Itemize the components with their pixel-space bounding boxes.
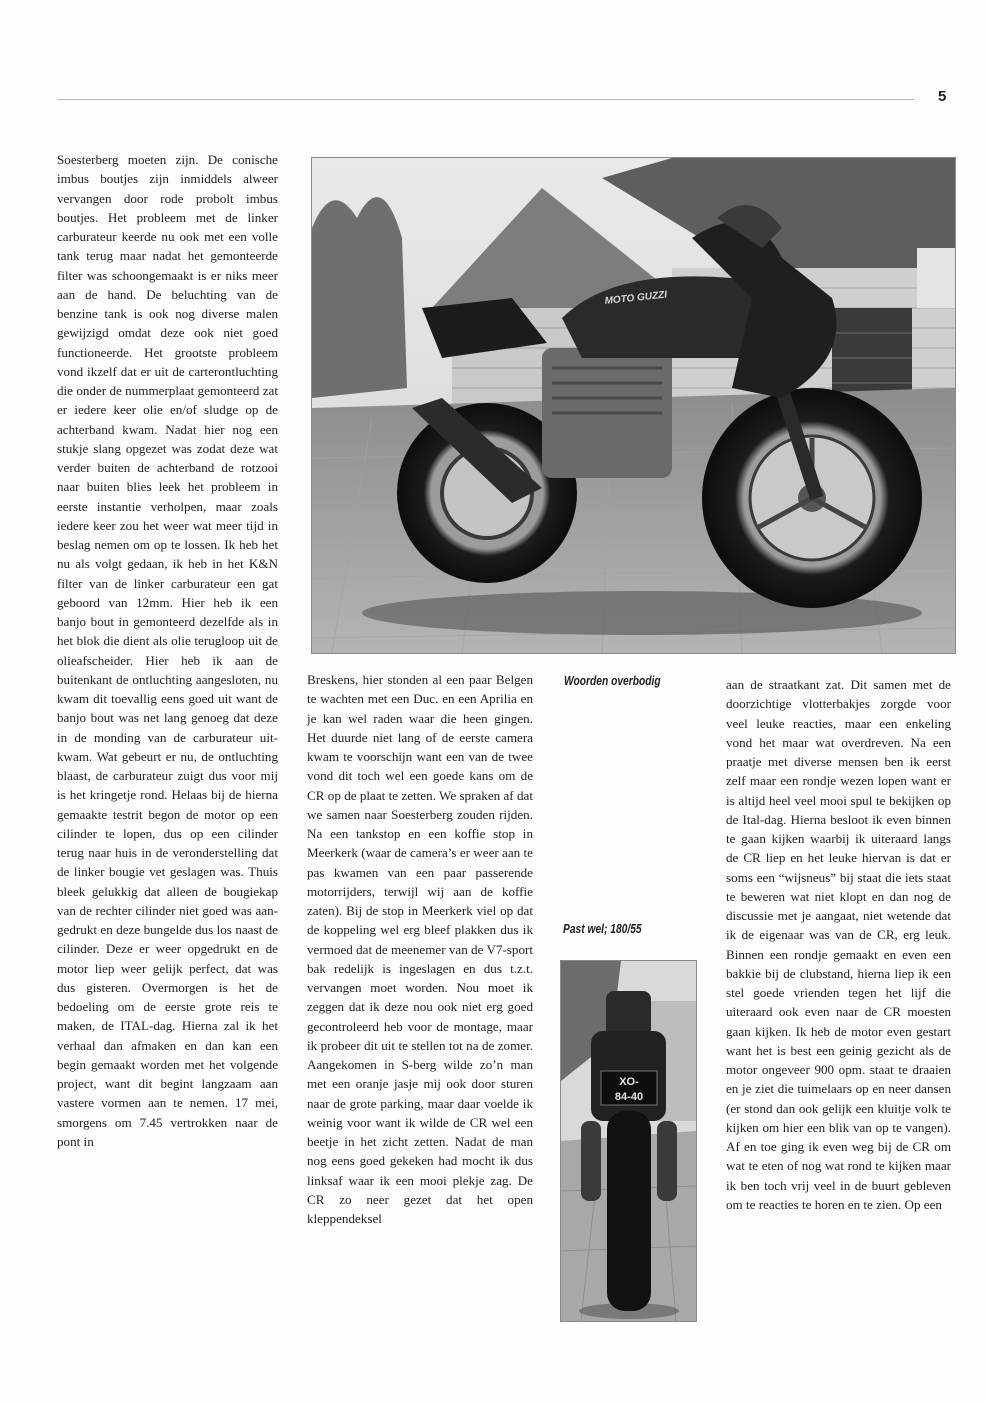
motorcycle-rear-photo [560,960,697,1322]
photo-caption-main: Woorden overbodig [564,674,661,688]
page-number: 5 [938,88,947,105]
motorcycle-side-photo [311,157,956,654]
text-column-1: Soesterberg moeten zijn. De conische imbus boutjes zijn inmiddels alweer vervangen door rode probolt imbus boutjes. Het probleem met de linker carburateur keerde nu ook met een volle tank terug maar nadat het gemonteerde filter was schoongemaakt is er niks meer aan de hand. De beluchting van de benzine tank is ook nog diverse malen gewijzigd omdat deze ook niet goed functioneerde. Het grootste probleem vond ikzelf dat er uit de carterontluchting die onder de nummerplaat gemonteerd zat er iedere keer olie en/of sludge op de achterband kwam. Nadat hier nog een stukje slang opgezet was zodat deze wat verder buiten de achterband de rotzooi naar buiten blies leek het probleem in eerste instantie verholpen, maar zoals iedere keer zou het weer wat meer tijd in beslag nemen om op te lossen. Ik heb het nu als volgt gedaan, ik heb in het K&N filter van de linker carburateur een gat geboord van 12mm. Hier heb ik een banjo bout in gemonteerd dezelfde als in het blok die dient als olie terugloop uit de olieafscheider. Hier heb ik aan de buitenkant de ontluchting aangesloten, nu kwam dit toevallig eens goed uit want de banjo bout was net lang genoeg dat deze in de monding van de carburateur uitkwam. Wat gebeurt er nu, de ontluchting blaast, de carburateur zuigt dus voor mij is het kringetje rond. Helaas bij de hierna gemaakte testrit begon de motor op een cilinder te lopen, dus op een cilinder terug naar huis in de veronderstelling dat de linker bougie vet geslagen was. Thuis bleek gelukkig dat alleen de bougiekap van de rechter cilinder niet goed was aangedrukt en deze bungelde dus los naast de cilinder. Deze er weer opgedrukt en de motor liep weer gelijk perfect, dat was dus gisteren. Overmorgen is het de bedoeling om de eerste grote reis te maken, de ITAL-dag. Hierna zal ik het verhaal dan afmaken en dan kan een begin gemaakt worden met het volgende project, want dit begint langzaam aan vastere vormen aan te nemen. 17 mei, smorgens om 7.45 vertrokken naar de pont in [57,152,278,1149]
header-rule [57,99,914,100]
text-column-2: Breskens, hier stonden al een paar Belgen te wachten met een Duc. en een Aprilia en je kan wel raden waar die heen gingen. Het duurde niet lang of de eerste camera kwam te voorschijn want een van de twee vond dit toch wel een goede kans om de CR op de plaat te zetten. We spraken af dat we samen naar Soesterberg zouden rijden. Na een tankstop en een koffie stop in Meerkerk (waar de camera’s er weer aan te pas kwamen van een paar passerende motorrijders, terwijl wij aan de koffie zaten). Bij de stop in Meerkerk viel op dat de koppeling wel erg bleef plakken dus ik vermoed dat de meenemer van de V7-sport bak redelijk is ingeslagen en dus t.z.t. vervangen moet worden. Nou moet ik zeggen dat ik deze nou ook niet erg goed gecontroleerd heb voor de montage, maar ik probeer dit uit te stellen tot na de zomer. Aangekomen in S-berg wilde zo’n man met een oranje jasje mij ook door sturen naar de grote parking, maar daar voelde ik weinig voor want ik wilde de CR wel een beetje in het zicht zetten. Nadat de man nog eens goed gekeken had mocht ik dus linksaf waar ik een mooi plekje zag. De CR zo neer gezet dat het open kleppendeksel [307,672,533,1226]
plate-line-2: 84-40 [614,1091,644,1103]
plate-line-1: XO- [619,1076,639,1088]
text-column-3: aan de straatkant zat. Dit samen met de doorzichtige vlotterbakjes zorgde voor veel leuke reacties, maar een enkeling vond het maar wat overdreven. Na een praatje met diverse mensen ben ik eerst zelf maar een rondje wezen lopen want er is altijd heel veel mooi spul te bekijken op de Ital-dag. Hierna besloot ik even binnen te gaan kijken waarbij ik uiteraard langs de CR liep en het leuke hiervan is dat er soms een “wijsneus” bij staat die iets staat te beweren wat niet klopt en dan nog de discussie met je aangaat, niet wetende dat ik de eigenaar was van de CR, erg leuk. Binnen een rondje gemaakt en even een bakkie bij de clubstand, hierna liep ik een stel goede vrienden tegen het lijf die uiteraard ook even naar de CR moesten gaan kijken. Ik heb de motor even gestart want het is best een geinig gezicht als de motor ongeveer 900 opm. staat te draaien en je ziet die tuimelaars op en neer dansen (er stond dan ook gelijk een kluitje volk te kijken om hier een blik van op te vangen). Af en toe ging ik even weg bij de CR om wat te eten of nog wat rond te kijken maar ik ben toch vrij veel in de buurt gebleven om te reacties te horen en te zien. Op een [726,677,951,1212]
photo-caption-rear: Past wel; 180/55 [563,922,642,936]
motorcycle-rear-illustration [561,961,696,1321]
motorcycle-side-illustration [312,158,955,653]
tank-lettering: MOTO GUZZI [604,289,668,307]
